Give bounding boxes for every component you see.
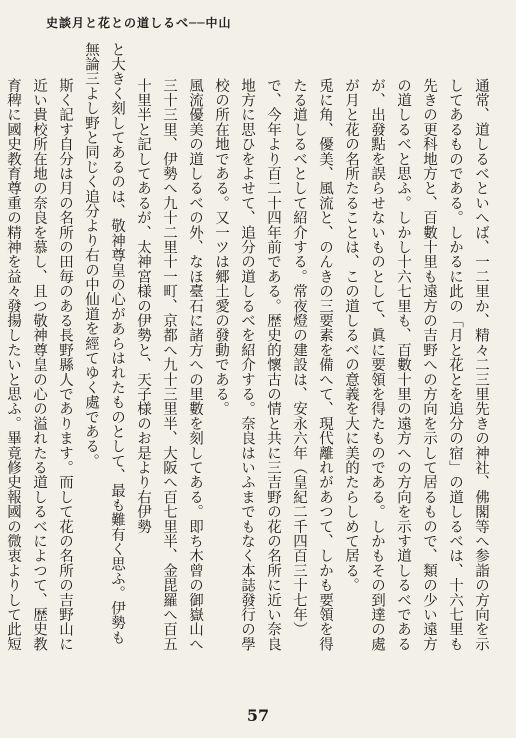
- paragraph: 風流優美の道しるべの外、なほ臺石に諸方への里數を刻してある。即ち木曾の御嶽山へ三十三里、伊勢へ九十二里十一町、京都へ九十三里半、大阪へ百七里半、金毘羅へ百五十里半と記してあるが、太神宮様の伊勢と、天子様のお是より右伊勢: [135, 78, 203, 652]
- paragraph: [0, 42, 78, 654]
- paragraph-text: 斯く記す自分は月の名所の田毎のある長野縣人であります。而して花の名所の吉野山に近い貴校所在地の奈良を慕し、且つ敬神尊皇の心の溢れたる道しるべによつて、歴史教育稗に國史教育尊重の精神を益々發揚したいと思ふ。畢竟修史報國の微衷よりして此短: [5, 78, 73, 652]
- paragraph: 兎に角、優美、風流と、のんきの三要素を備へて、現代離れがあつて、しかも要領を得たる道しるべとして紹介する。常夜燈の建設は、安永六年（皇紀二千四百三十七年）で、今年より百二十四年前である。歴史的懷古の情と共に三吉野の花の名所に近い奈良地方に思ひをよせて、追分の道しるべを紹介する。奈良はいふまでもなく本誌發行の學校の所在地である。又一ツは郷土愛の發動である。: [213, 78, 333, 652]
- paragraph: 通常、道しるべといへば、一二里か、精々二三里先きの神社、佛閣等へ参詣の方向を示してあるものである。しかるに此の「月と花とを追分の宿」の道しるべは、十六七里も先きの更科地方と、百數十里も遠方の吉野への方向を示して居るもので、類の少い遠方の道しるべと思ふ。しかし十六七里も、百數十里の遠方への方向を示す道しるべであるが、出發點を誤らせないものとして、眞に要領を得たものである。しかもその到達の處が月と花の名所たることは、この道しるべの意義を大に美的たらしめて居る。: [343, 78, 489, 652]
- page-number: 57: [246, 706, 270, 725]
- body-text: [5, 42, 494, 654]
- paragraph: と大きく刻してあるのは、敬神尊皇の心があらはれたものとして、最も難有く思ふ。伊勢も無論三よし野と同じく追分より右の中仙道を經てゆく處である。: [83, 42, 125, 645]
- running-head: 史談月と花との道しるべ──中山: [46, 16, 232, 30]
